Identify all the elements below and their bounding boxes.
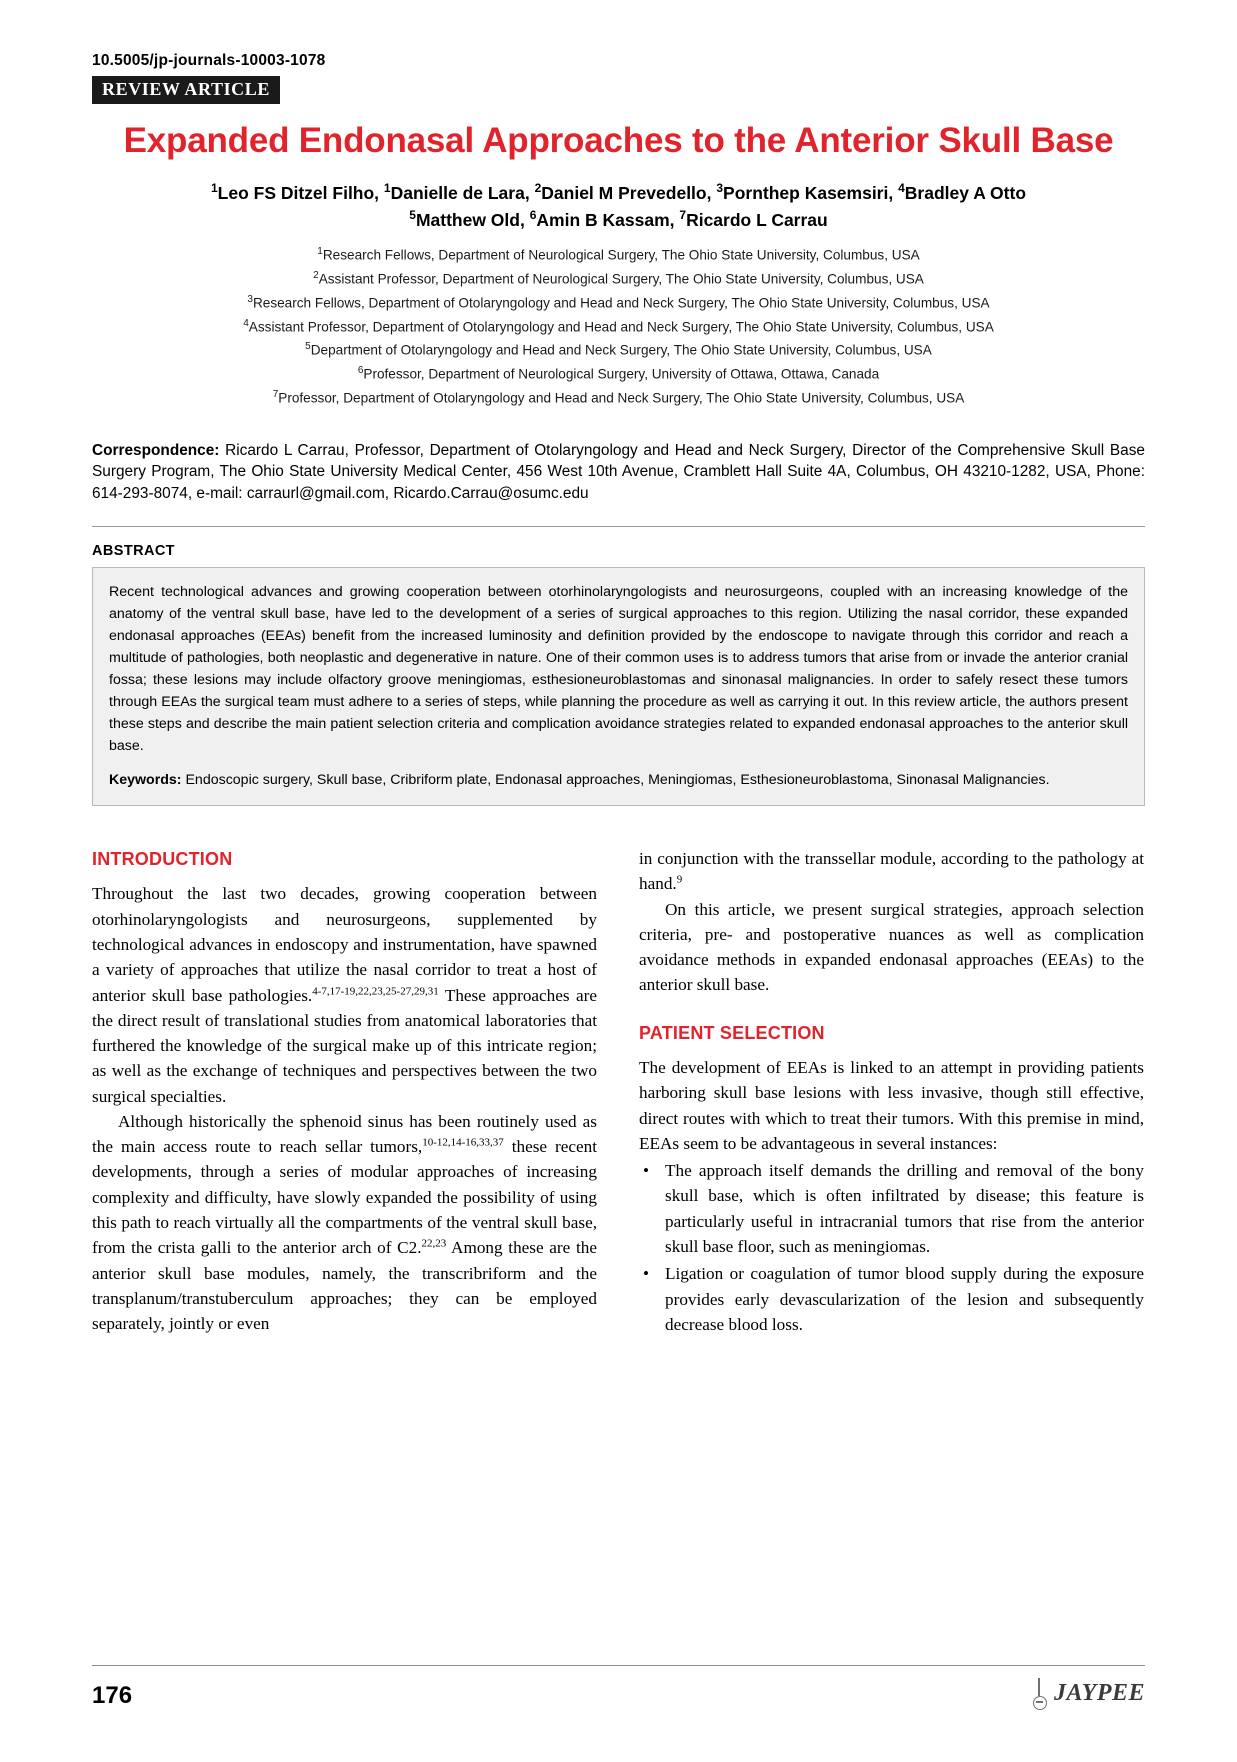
section-heading-introduction: INTRODUCTION	[92, 848, 233, 869]
author-list	[92, 179, 1145, 233]
list-item	[639, 1158, 1144, 1259]
affiliation-item	[92, 267, 1145, 291]
affiliation-list	[92, 243, 1145, 410]
keywords-text: Endoscopic surgery, Skull base, Cribriform plate, Endonasal approaches, Meningiomas, Esthesioneuroblastoma, Sinonasal Malignancies.	[181, 771, 1050, 788]
author-name: Daniel M Prevedello,	[541, 182, 712, 203]
body-columns	[92, 846, 1145, 1337]
author-name: Amin B Kassam,	[536, 209, 675, 230]
citation-ref: 10-12,14-16,33,37	[422, 1136, 504, 1149]
abstract-label: ABSTRACT	[92, 542, 175, 559]
bullet-icon: •	[643, 1161, 650, 1181]
citation-ref: 9	[676, 873, 683, 886]
affiliation-item	[92, 362, 1145, 386]
page-number: 176	[92, 1682, 133, 1709]
affiliation-text: Assistant Professor, Department of Neurological Surgery, The Ohio State University, Columbus, USA	[318, 271, 924, 287]
jaypee-mark-icon	[1030, 1676, 1048, 1710]
patient-selection-paragraph: The development of EEAs is linked to an attempt in providing patients harboring skull base lesions with less invasive, though still effective, direct routes with which to treat their tumors. With this premise in mind, EEAs seem to be advantageous in several instances:	[639, 1058, 1144, 1153]
publisher-logo	[1030, 1676, 1145, 1710]
affiliation-mark: 2	[313, 269, 319, 281]
affiliation-text: Research Fellows, Department of Neurological Surgery, The Ohio State University, Columbus, USA	[322, 247, 920, 263]
author-mark: 6	[529, 207, 537, 222]
author-mark: 4	[898, 180, 905, 195]
author-mark: 3	[716, 180, 724, 195]
correspondence-block	[92, 440, 1145, 504]
affiliation-mark: 7	[272, 389, 279, 401]
article-type-badge: REVIEW ARTICLE	[92, 76, 280, 104]
affiliation-mark: 4	[243, 317, 249, 329]
author-name: Pornthep Kasemsiri,	[723, 182, 894, 203]
author-name: Ricardo L Carrau	[686, 209, 828, 230]
correspondence-text: Ricardo L Carrau, Professor, Department of Otolaryngology and Head and Neck Surgery, Director of the Comprehensive Skull Base Surgery Program, The Ohio State University Medical Center, 456 West 10th Avenue, Cramblett Hall Suite 4A, Columbus, OH 43210-1282, USA, Phone: 614-293-8074, e-mail: carraurl@gmail.com, Ricardo.Carrau@osumc.edu	[92, 442, 1145, 502]
citation-ref: 22,23	[421, 1237, 447, 1250]
intro-p2-text-a: Although historically the sphenoid sinus has been routinely used as the main access route to reach sellar tumors,	[92, 1111, 597, 1157]
keywords-block	[109, 769, 1128, 791]
col2-paragraph-2: On this article, we present surgical strategies, approach selection criteria, pre- and postoperative nuances as well as complication avoidance methods in expanded endonasal approaches (EEAs) to the anterior skull base.	[639, 899, 1144, 995]
column-right	[639, 846, 1144, 1337]
affiliation-text: Professor, Department of Otolaryngology and Head and Neck Surgery, The Ohio State University, Columbus, USA	[278, 390, 965, 406]
author-mark: 1	[383, 180, 391, 195]
affiliation-mark: 1	[317, 245, 323, 257]
abstract-text: Recent technological advances and growing cooperation between otorhinolaryngologists and neurosurgeons, coupled with an increasing knowledge of the anatomy of the ventral skull base, have led to the development of a series of surgical approaches to this region. Utilizing the nasal corridor, these expanded endonasal approaches (EEAs) benefit from the increased luminosity and definition provided by the endoscope to navigate through this corridor and reach a multitude of pathologies, both neoplastic and degenerative in nature. One of their common uses is to address tumors that arise from or invade the anterior cranial fossa; these lesions may include olfactory groove meningiomas, esthesioneuroblastomas and sinonasal malignancies. In order to safely resect these tumors through EEAs the surgical team must adhere to a series of steps, while planning the procedure as well as carrying it out. In this review article, the authors present these steps and describe the main patient selection criteria and complication avoidance strategies related to expanded endonasal approaches to the anterior skull base.	[109, 583, 1128, 754]
section-heading-patient-selection: PATIENT SELECTION	[639, 1022, 825, 1043]
list-item-text: The approach itself demands the drilling and removal of the bony skull base, which is often infiltrated by disease; this feature is particularly useful in intracranial tumors that rise from the anterior skull base floor, such as meningiomas.	[665, 1161, 1144, 1257]
col2-paragraph-1	[639, 846, 1144, 897]
column-left	[92, 846, 597, 1337]
list-item	[639, 1261, 1144, 1337]
citation-ref: 4-7,17-19,22,23,25-27,29,31	[312, 984, 439, 997]
col2-p1-text: in conjunction with the transsellar module, according to the pathology at hand.	[639, 848, 1144, 894]
intro-p1-text-b: These approaches are the direct result of translational studies from anatomical laboratories that furthered the knowledge of the surgical make up of this intricate region; as well as the exchange of techniques and perspectives between the two surgical specialties.	[92, 985, 597, 1106]
author-name: Leo FS Ditzel Filho,	[217, 182, 380, 203]
intro-p2-text-b: these recent developments, through a series of modular approaches of increasing complexity and difficulty, have slowly expanded the possibility of using this path to reach virtually all the compartments of the ventral skull base, from the crista galli to the anterior arch of C2.	[92, 1137, 597, 1258]
author-mark: 2	[534, 180, 542, 195]
header-divider	[92, 526, 1145, 527]
affiliation-item	[92, 338, 1145, 362]
author-name: Bradley A Otto	[904, 182, 1027, 203]
author-mark: 7	[679, 207, 687, 222]
intro-p2-text-c: Among these are the anterior skull base modules, namely, the transcribriform and the transplanum/transtuberculum approaches; they can be employed separately, jointly or even	[92, 1238, 597, 1334]
affiliation-item	[92, 315, 1145, 339]
author-mark: 5	[409, 207, 416, 222]
affiliation-text: Professor, Department of Neurological Surgery, University of Ottawa, Ottawa, Canada	[363, 366, 880, 382]
bullet-icon: •	[643, 1264, 650, 1284]
intro-paragraph-1	[92, 881, 597, 1109]
affiliation-text: Research Fellows, Department of Otolaryngology and Head and Neck Surgery, The Ohio State University, Columbus, USA	[252, 295, 990, 311]
intro-paragraph-2	[92, 1109, 597, 1337]
author-mark: 1	[210, 180, 218, 195]
affiliation-item	[92, 291, 1145, 315]
intro-p1-text-a: Throughout the last two decades, growing cooperation between otorhinolaryngologists and neurosurgeons, supplemented by technological advances in endoscopy and instrumentation, have spawned a variety of approaches that utilize the nasal corridor to treat a host of anterior skull base pathologies.	[92, 884, 597, 1005]
doi-line: 10.5005/jp-journals-10003-1078	[92, 52, 326, 69]
affiliation-text: Department of Otolaryngology and Head and Neck Surgery, The Ohio State University, Columbus, USA	[310, 343, 932, 358]
author-name: Danielle de Lara,	[390, 182, 530, 203]
advantages-list	[639, 1158, 1144, 1337]
affiliation-item	[92, 243, 1145, 267]
affiliation-text: Assistant Professor, Department of Otolaryngology and Head and Neck Surgery, The Ohio State University, Columbus, USA	[248, 319, 994, 335]
list-item-text: Ligation or coagulation of tumor blood supply during the exposure provides early devascularization of the lesion and subsequently decrease blood loss.	[665, 1264, 1144, 1334]
page-title: Expanded Endonasal Approaches to the Anterior Skull Base	[123, 121, 1114, 160]
publisher-name: JAYPEE	[1053, 1679, 1145, 1706]
affiliation-mark: 3	[247, 293, 253, 305]
affiliation-item	[92, 386, 1145, 410]
keywords-label: Keywords:	[109, 771, 182, 788]
affiliation-mark: 5	[305, 341, 311, 353]
abstract-box	[92, 567, 1145, 806]
page-footer	[92, 1665, 1145, 1710]
affiliation-mark: 6	[357, 365, 364, 377]
correspondence-label: Correspondence:	[92, 442, 220, 460]
author-name: Matthew Old,	[415, 209, 525, 230]
footer-divider	[92, 1665, 1145, 1666]
